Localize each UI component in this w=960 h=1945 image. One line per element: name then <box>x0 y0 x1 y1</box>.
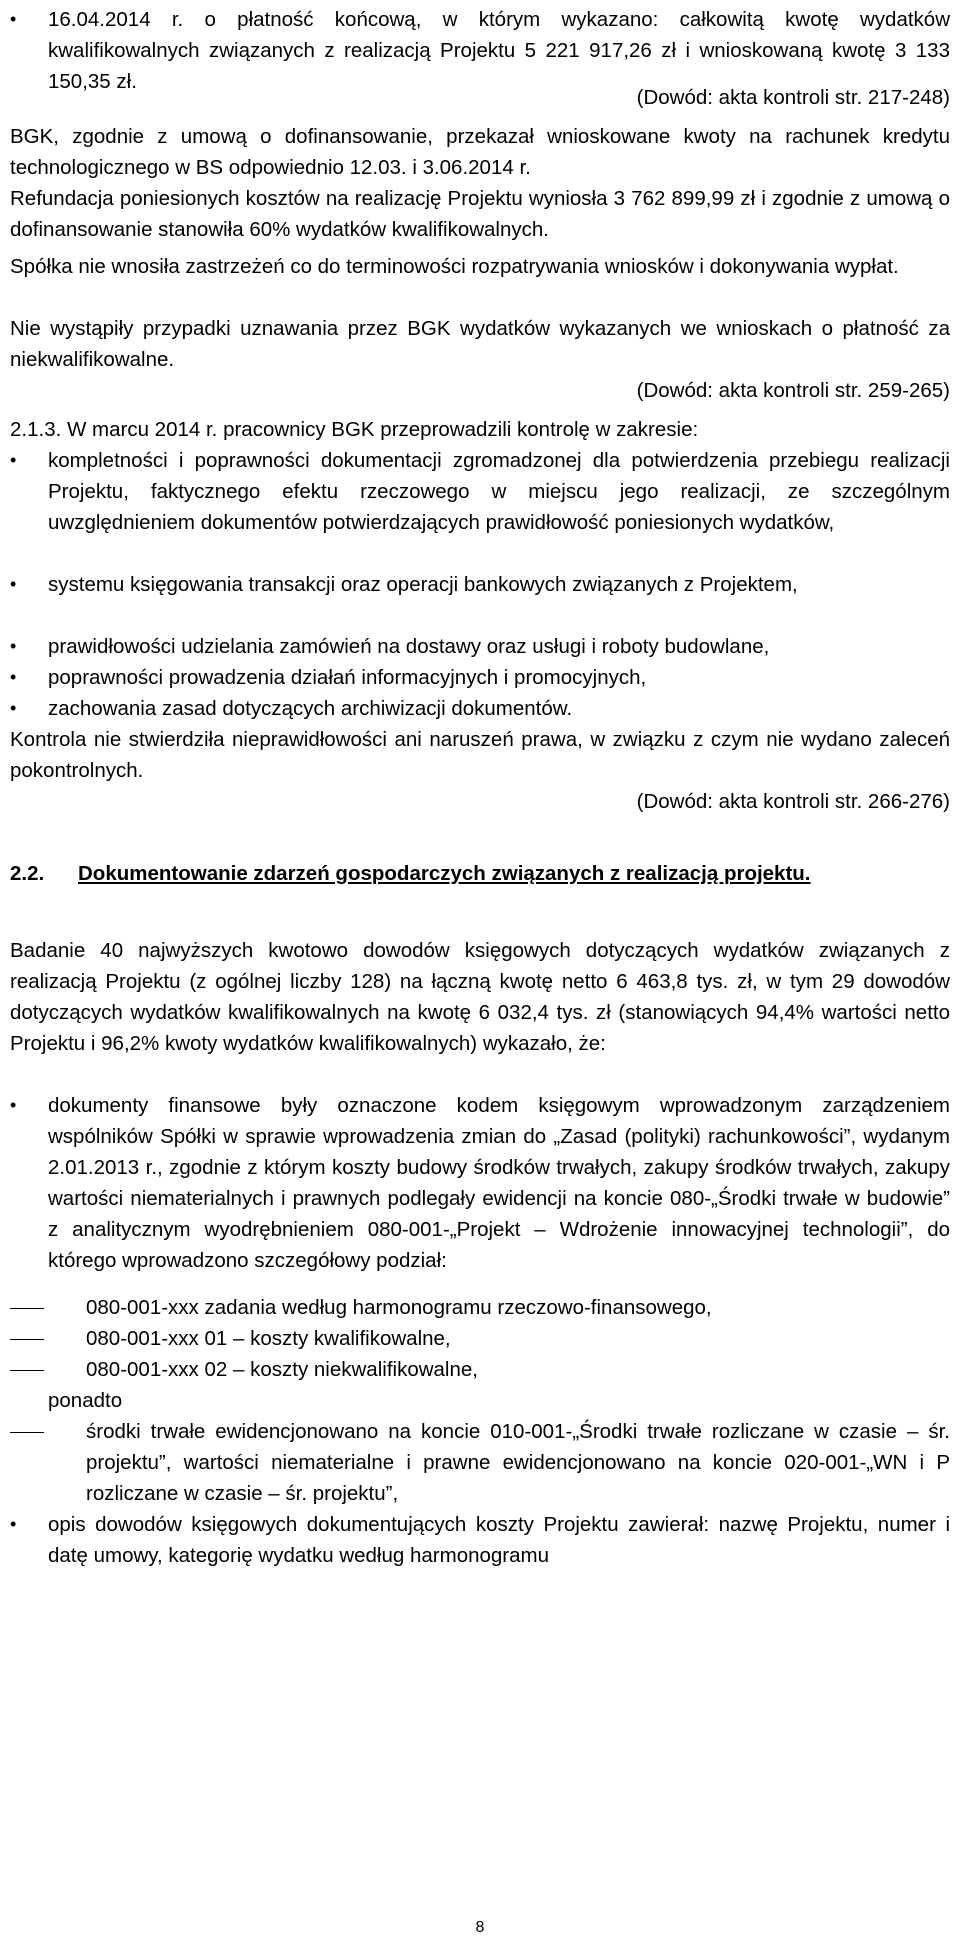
list-item: opis dowodów księgowych dokumentujących koszty Projektu zawierał: nazwę Projektu, numer i datę umowy, kategorię wydatku według harmonogramu <box>48 1513 950 1567</box>
paragraph: Kontrola nie stwierdziła nieprawidłowości ani naruszeń prawa, w związku z czym nie wydano zaleceń pokontrolnych. <box>10 728 950 782</box>
evidence-reference: (Dowód: akta kontroli str. 266-276) <box>636 790 950 813</box>
sub-list-item: 080-001-xxx 01 – koszty kwalifikowalne, <box>86 1327 451 1350</box>
list-item: kompletności i poprawności dokumentacji zgromadzonej dla potwierdzenia przebiegu realizacji Projektu, faktycznego efektu rzeczowego w miejscu jego realizacji, ze szczególnym uwzględnieniem dokumentów potwierdzających prawidłowość poniesionych wydatków, <box>48 449 950 534</box>
paragraph: 2.1.3. W marcu 2014 r. pracownicy BGK przeprowadzili kontrolę w zakresie: <box>10 418 699 441</box>
list-item: zachowania zasad dotyczących archiwizacji dokumentów. <box>48 697 573 720</box>
list-item: 16.04.2014 r. o płatność końcową, w którym wykazano: całkowitą kwotę wydatków kwalifikowalnych związanych z realizacją Projektu 5 221 917,26 zł i wnioskowaną kwotę 3 133 150,35 zł. <box>48 8 950 93</box>
list-item: systemu księgowania transakcji oraz operacji bankowych związanych z Projektem, <box>48 573 798 596</box>
section-number: 2.2. <box>10 862 45 885</box>
paragraph: BGK, zgodnie z umową o dofinansowanie, przekazał wnioskowane kwoty na rachunek kredytu technologicznego w BS odpowiednio 12.03. i 3.06.2014 r. <box>10 125 950 179</box>
paragraph: Spółka nie wnosiła zastrzeżeń co do terminowości rozpatrywania wniosków i dokonywania wypłat. <box>10 255 899 278</box>
bullet-icon: • <box>10 1514 17 1534</box>
sub-list-item: środki trwałe ewidencjonowano na koncie 010-001-„Środki trwałe rozliczane w czasie – śr. projektu”, wartości niematerialne i prawne ewidencjonowano na koncie 020-001-„WN i P rozliczane w czasie – śr. projektu”, <box>86 1420 950 1505</box>
bullet-icon: • <box>10 450 17 470</box>
paragraph: Nie wystąpiły przypadki uznawania przez BGK wydatków wykazanych we wnioskach o płatność za niekwalifikowalne. <box>10 317 950 371</box>
list-item: poprawności prowadzenia działań informacyjnych i promocyjnych, <box>48 666 647 689</box>
dash-icon <box>10 1432 44 1433</box>
list-item: prawidłowości udzielania zamówień na dostawy oraz usługi i roboty budowlane, <box>48 635 770 658</box>
sub-list-item: 080-001-xxx zadania według harmonogramu rzeczowo-finansowego, <box>86 1296 712 1319</box>
dash-icon <box>10 1308 44 1309</box>
paragraph: Badanie 40 najwyższych kwotowo dowodów księgowych dotyczących wydatków związanych z realizacją Projektu (z ogólnej liczby 128) na łączną kwotę netto 6 463,8 tys. zł, w tym 29 dowodów dotyczących wydatków kwalifikowalnych na kwotę 6 032,4 tys. zł (stanowiących 94,4% wartości netto Projektu i 96,2% kwoty wydatków kwalifikowalnych) wykazało, że: <box>10 939 950 1055</box>
paragraph: ponadto <box>48 1389 123 1412</box>
bullet-icon: • <box>10 698 17 718</box>
bullet-icon: • <box>10 636 17 656</box>
list-item: dokumenty finansowe były oznaczone kodem księgowym wprowadzonym zarządzeniem wspólników Spółki w sprawie wprowadzenia zmian do „Zasad (polityki) rachunkowości”, wydanym 2.01.2013 r., zgodnie z którym koszty budowy środków trwałych, zakupy środków trwałych, zakupy wartości niematerialnych i prawnych podlegały ewidencji na koncie 080-„Środki trwałe w budowie” z analitycznym wyodrębnieniem 080-001-„Projekt – Wdrożenie innowacyjnej technologii”, do którego wprowadzono szczegółowy podział: <box>48 1094 950 1272</box>
paragraph: Refundacja poniesionych kosztów na realizację Projektu wyniosła 3 762 899,99 zł i zgodnie z umową o dofinansowanie stanowiła 60% wydatków kwalifikowalnych. <box>10 187 950 241</box>
evidence-reference: (Dowód: akta kontroli str. 217-248) <box>636 86 950 109</box>
bullet-icon: • <box>10 9 17 29</box>
section-title: Dokumentowanie zdarzeń gospodarczych związanych z realizacją projektu. <box>78 862 811 885</box>
sub-list-item: 080-001-xxx 02 – koszty niekwalifikowalne, <box>86 1358 478 1381</box>
dash-icon <box>10 1370 44 1371</box>
page-number: 8 <box>475 1919 485 1936</box>
dash-icon <box>10 1339 44 1340</box>
bullet-icon: • <box>10 667 17 687</box>
bullet-icon: • <box>10 1095 17 1115</box>
evidence-reference: (Dowód: akta kontroli str. 259-265) <box>636 379 950 402</box>
bullet-icon: • <box>10 574 17 594</box>
